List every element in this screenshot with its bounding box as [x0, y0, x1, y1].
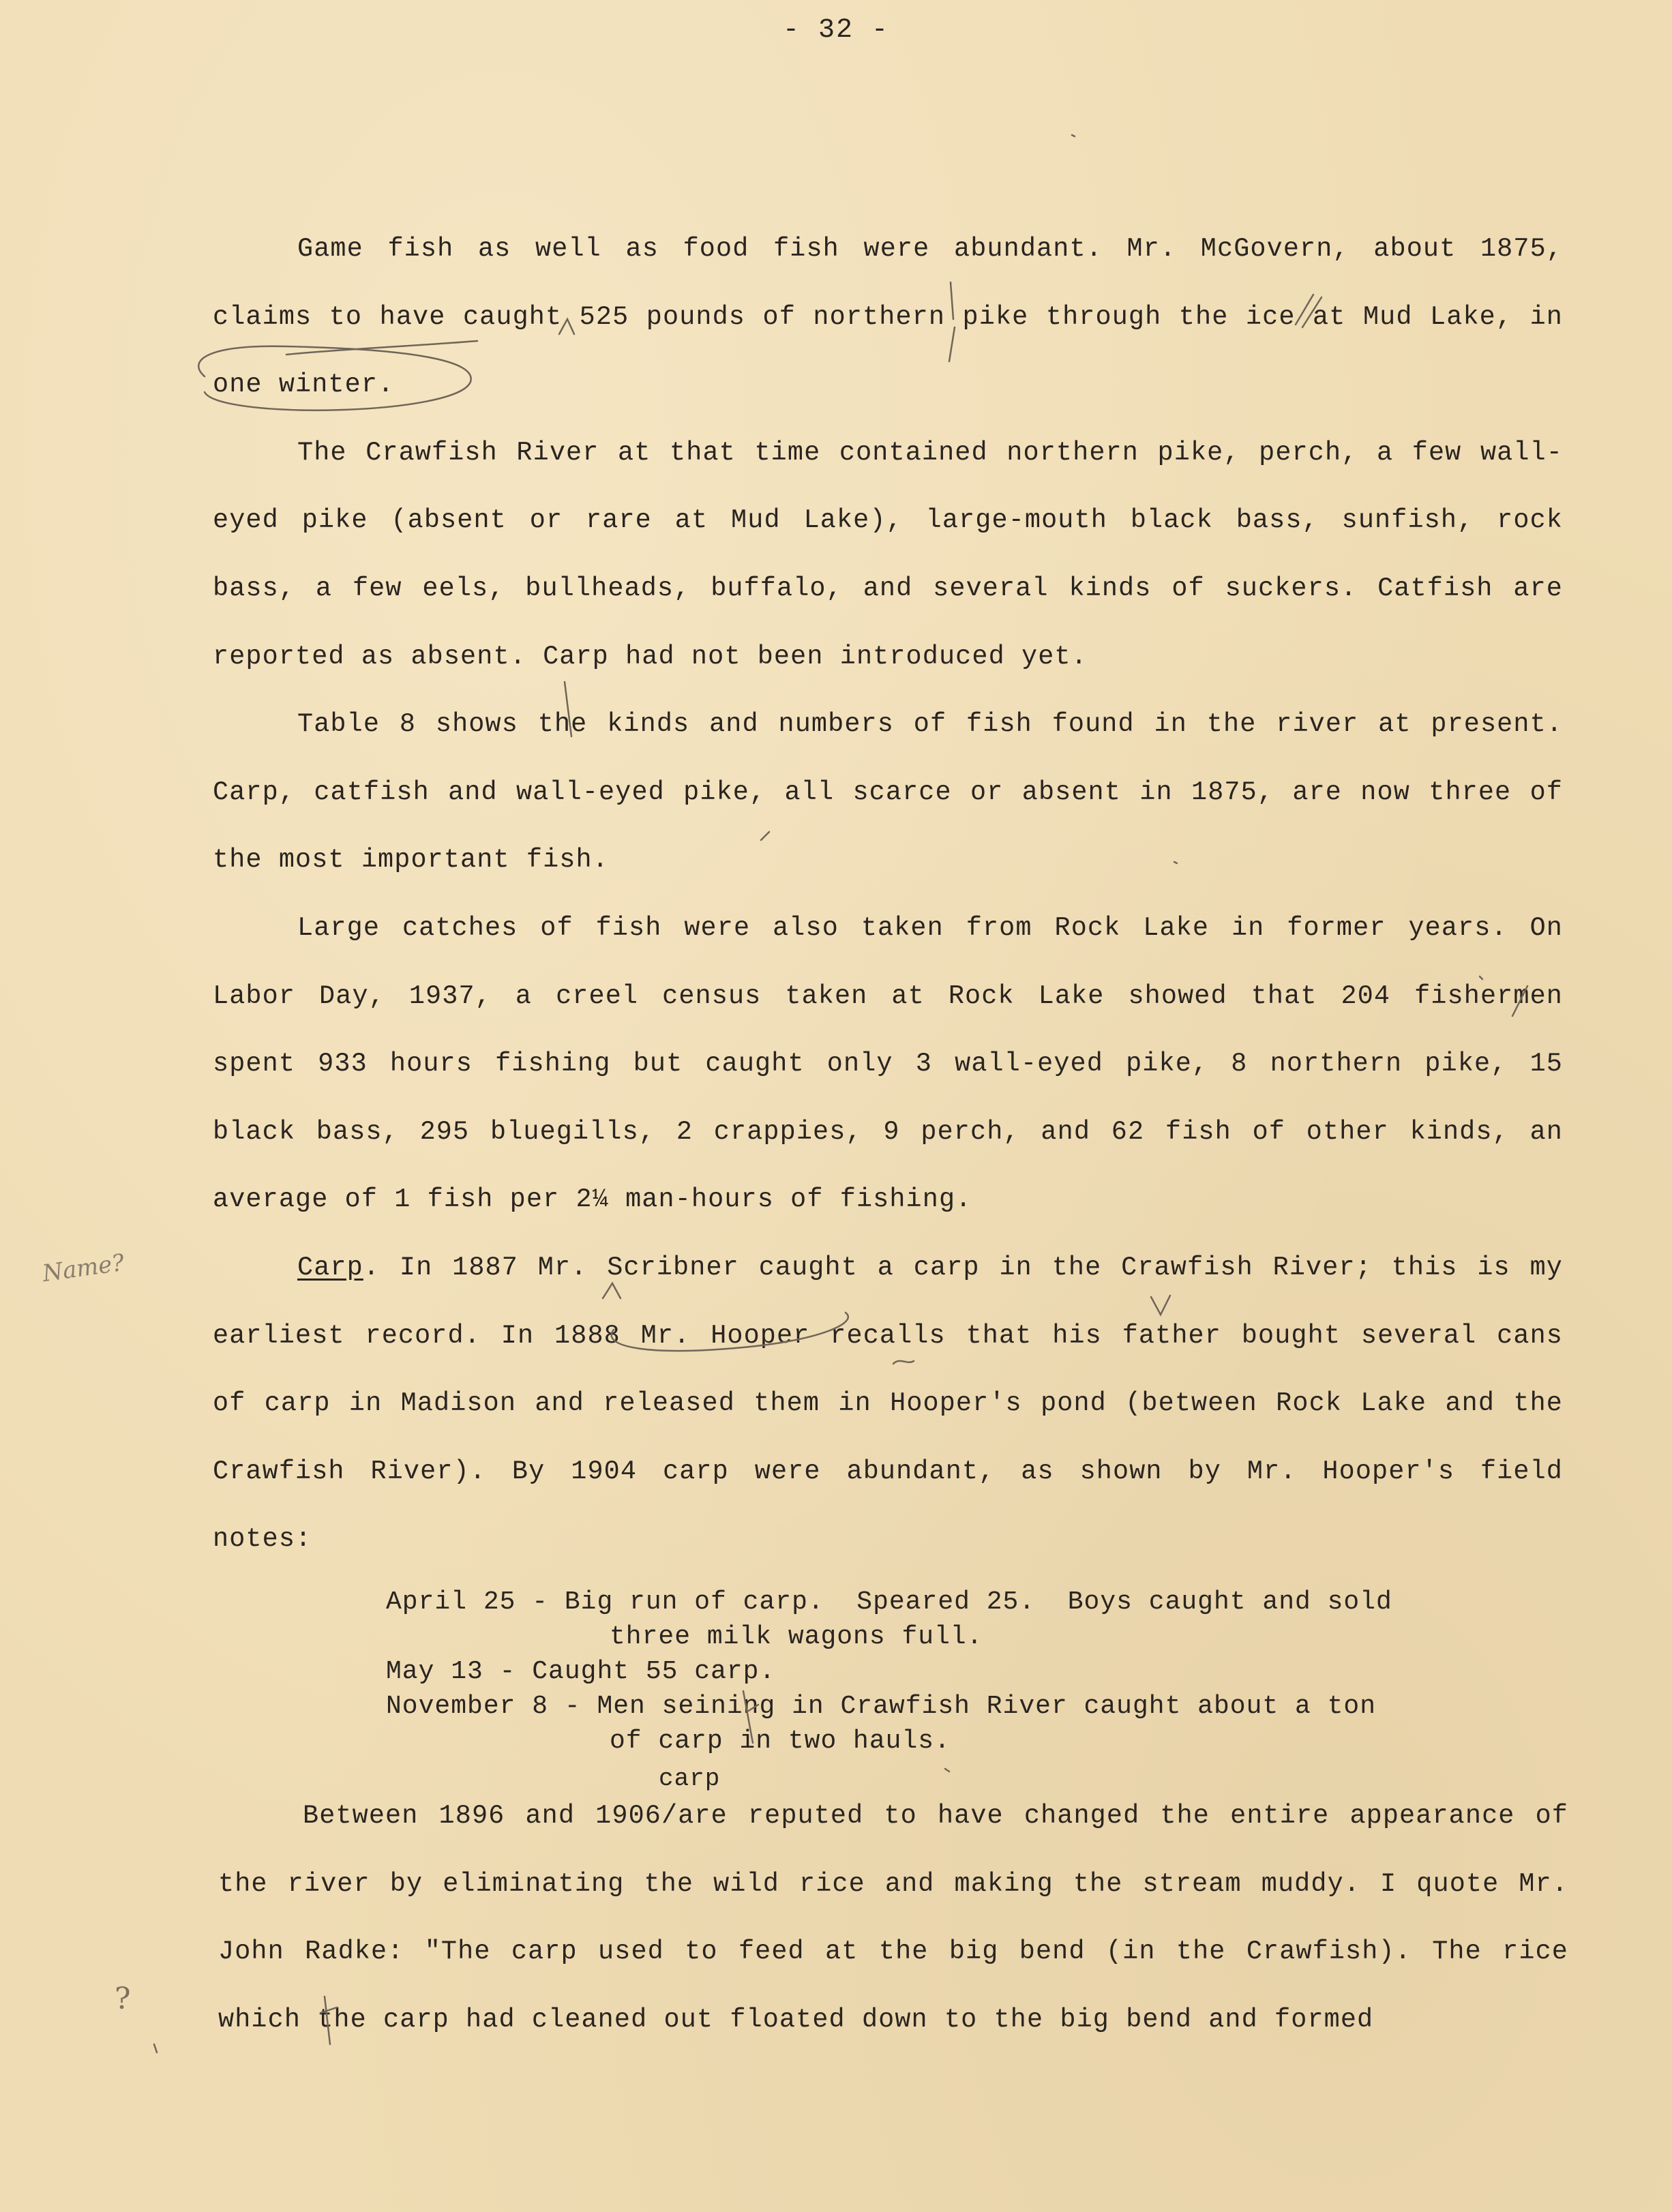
- carp-text: . In 1887 Mr. Scribner caught a carp in the Crawfish River; this is my earliest record. In 1888 Mr. Hooper recalls that his father bought several cans of carp in Madison and released them in Hooper's pond (between Rock Lake and the Crawfish River). By 1904 carp were abundant, as shown by Mr. Hooper's field notes:: [213, 1252, 1563, 1555]
- speck-7: [154, 2044, 157, 2052]
- final-paragraph-wrap: [218, 1782, 1568, 2054]
- paragraph-carp: [213, 1234, 1563, 1574]
- field-note-november-8: November 8 - Men seining in Crawfish River caught about a ton: [386, 1692, 1377, 1721]
- paragraph-between-1896: Between 1896 and 1906/are reputed to have changed the entire appearance of the river by eliminating the wild rice and making the stream muddy. I quote Mr. John Radke: "The carp used to feed at the big bend (in the Crawfish). The rice which the carp had cleaned out floated down to the big bend and formed: [218, 1801, 1568, 2035]
- body-text: [213, 215, 1563, 1574]
- page-number: - 32 -: [782, 15, 890, 46]
- paragraph-table-8: Table 8 shows the kinds and numbers of fish found in the river at present. Carp, catfish and wall-eyed pike, all scarce or absent in 1875, are now three of the most important fish.: [213, 709, 1563, 876]
- speck-4: [945, 1769, 949, 1772]
- margin-question-mark: ?: [115, 1982, 131, 2016]
- field-note-april-25: April 25 - Big run of carp. Speared 25. Boys caught and sold: [386, 1587, 1392, 1617]
- field-notes-block: [386, 1585, 1477, 1759]
- margin-note: Name?: [40, 1249, 126, 1288]
- field-note-april-25-continued: three milk wagons full.: [610, 1622, 983, 1651]
- field-note-may-13: May 13 - Caught 55 carp.: [386, 1657, 776, 1686]
- paragraph-crawfish-river: The Crawfish River at that time contained northern pike, perch, a few wall-eyed pike (absent or rare at Mud Lake), large-mouth black bass, sunfish, rock bass, a few eels, bullheads, buffalo, and several kinds of suckers. Catfish are reported as absent. Carp had not been introduced yet.: [213, 437, 1563, 672]
- field-note-november-8-continued: of carp in two hauls.: [610, 1727, 951, 1756]
- paragraph-game-fish: Game fish as well as food fish were abundant. Mr. McGovern, about 1875, claims to have caught 525 pounds of northern pike through the ice at Mud Lake, in one winter.: [213, 234, 1563, 400]
- carp-heading: Carp: [297, 1252, 363, 1283]
- speck-1: [1072, 135, 1075, 136]
- paragraph-rock-lake: Large catches of fish were also taken from Rock Lake in former years. On Labor Day, 1937, a creel census taken at Rock Lake showed that 204 fishermen spent 933 hours fishing but caught only 3 wall-eyed pike, 8 northern pike, 15 black bass, 295 bluegills, 2 crappies, 9 perch, and 62 fish of other kinds, an average of 1 fish per 2¼ man-hours of fishing.: [213, 912, 1563, 1215]
- inserted-word: carp: [659, 1765, 721, 1793]
